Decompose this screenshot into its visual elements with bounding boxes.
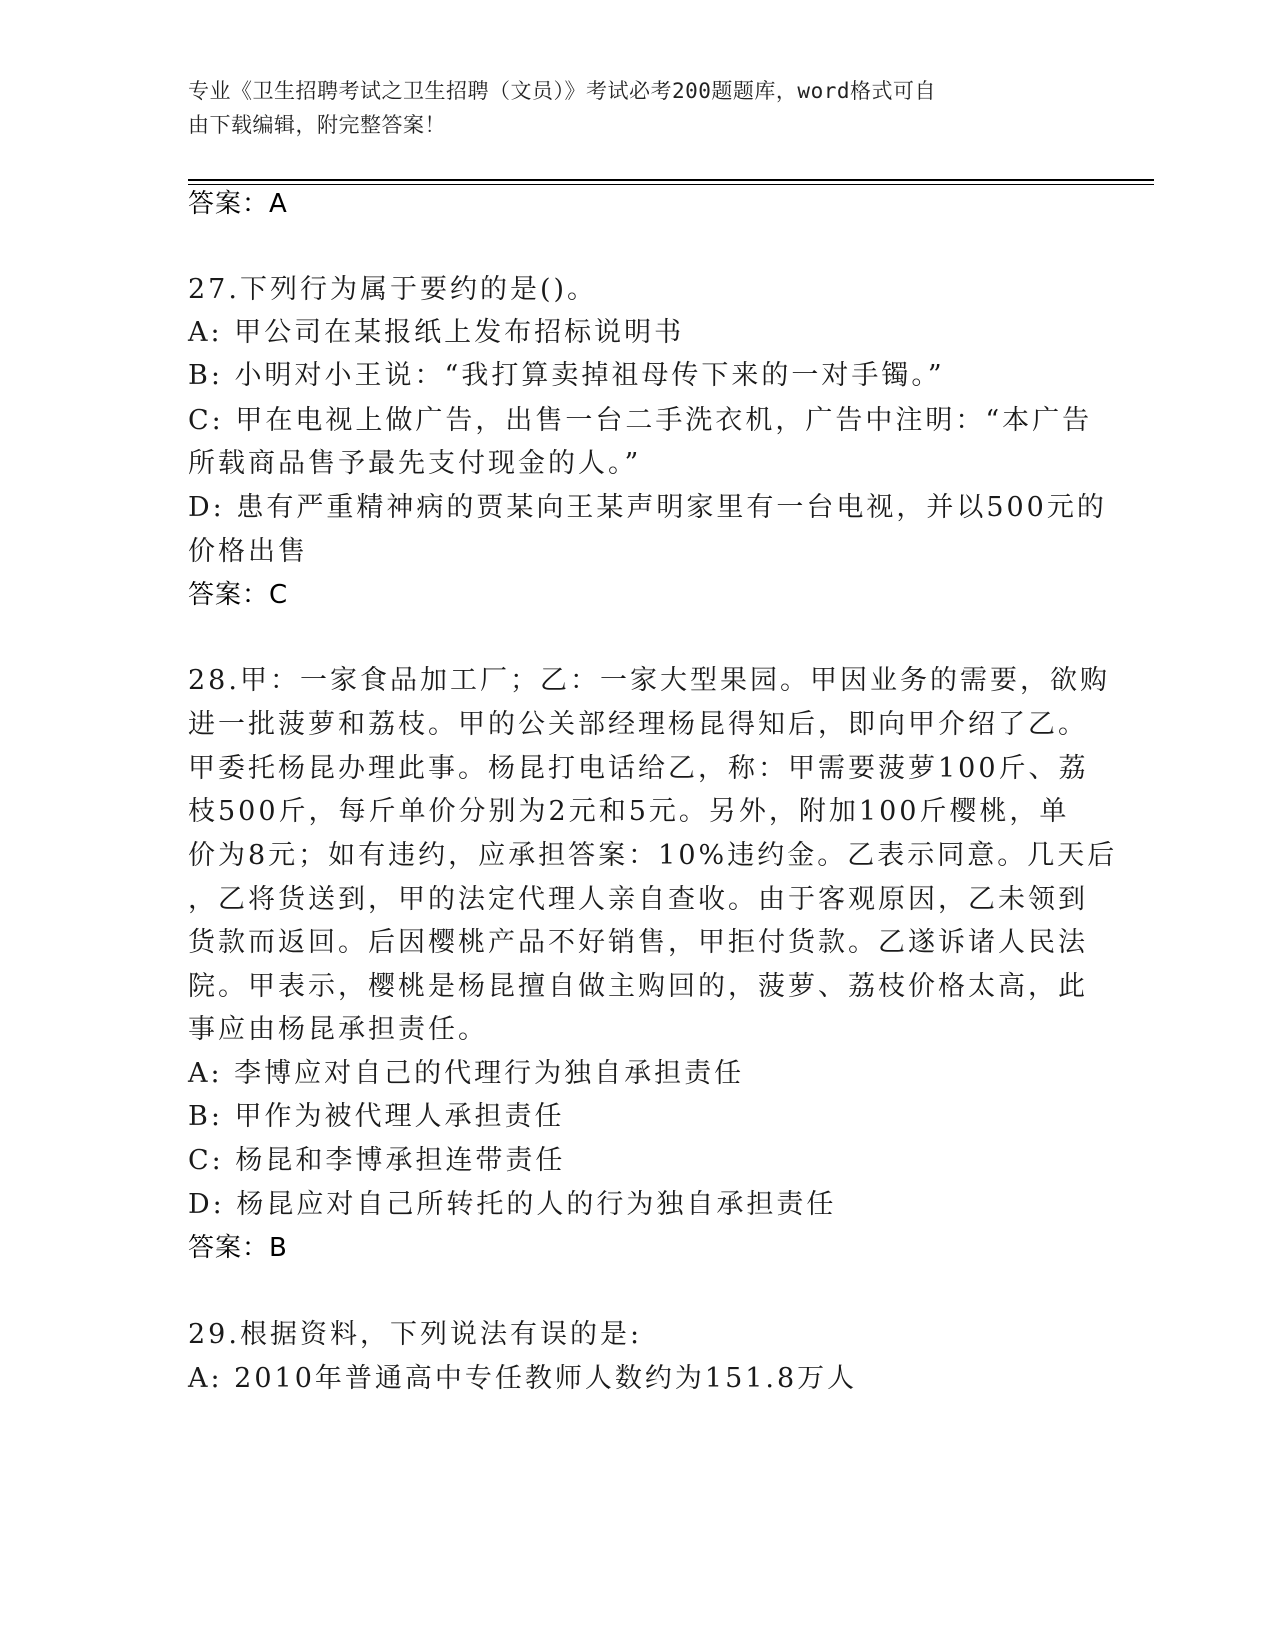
header-divider-thick: [188, 179, 1154, 181]
q27-answer: 答案：C: [188, 580, 289, 610]
q28-stem-line8: 院。甲表示，樱桃是杨昆擅自做主购回的，菠萝、荔枝价格太高，此: [188, 971, 1088, 1002]
q28-stem-line5: 价为8元；如有违约，应承担答案：10%违约金。乙表示同意。几天后: [188, 840, 1118, 871]
q27-option-d-line2: 价格出售: [188, 536, 308, 567]
q27-stem: 27.下列行为属于要约的是()。: [188, 274, 598, 305]
header-divider-thin: [188, 184, 1154, 185]
answer-prev: 答案：A: [188, 189, 288, 219]
q28-stem-line1: 28.甲：一家食品加工厂；乙：一家大型果园。甲因业务的需要，欲购: [188, 665, 1110, 696]
q28-stem-line9: 事应由杨昆承担责任。: [188, 1014, 488, 1045]
q29-stem: 29.根据资料，下列说法有误的是:: [188, 1319, 643, 1350]
document-header: [188, 74, 1068, 142]
header-line-2: 由下载编辑，附完整答案！: [188, 113, 446, 137]
q28-stem-line6: ，乙将货送到，甲的法定代理人亲自查收。由于客观原因，乙未领到: [188, 884, 1088, 915]
q28-stem-line7: 货款而返回。后因樱桃产品不好销售，甲拒付货款。乙遂诉诸人民法: [188, 927, 1088, 958]
q28-stem-line2: 进一批菠萝和荔枝。甲的公关部经理杨昆得知后，即向甲介绍了乙。: [188, 709, 1088, 740]
q28-answer: 答案：B: [188, 1233, 288, 1263]
q28-stem-line4: 枝500斤，每斤单价分别为2元和5元。另外，附加100斤樱桃，单: [188, 796, 1070, 827]
q27-option-b: B: 小明对小王说：“我打算卖掉祖母传下来的一对手镯。”: [188, 360, 945, 391]
q28-option-c: C: 杨昆和李博承担连带责任: [188, 1145, 566, 1176]
q28-option-d: D: 杨昆应对自己所转托的人的行为独自承担责任: [188, 1189, 837, 1220]
q28-option-b: B: 甲作为被代理人承担责任: [188, 1101, 565, 1132]
q28-stem-line3: 甲委托杨昆办理此事。杨昆打电话给乙，称：甲需要菠萝100斤、荔: [188, 753, 1089, 784]
q29-option-a: A: 2010年普通高中专任教师人数约为151.8万人: [188, 1363, 858, 1394]
q27-option-d-line1: D: 患有严重精神病的贾某向王某声明家里有一台电视，并以500元的: [188, 492, 1107, 523]
q27-option-a: A: 甲公司在某报纸上发布招标说明书: [188, 317, 685, 348]
q28-option-a: A: 李博应对自己的代理行为独自承担责任: [188, 1058, 745, 1089]
q27-option-c-line2: 所载商品售予最先支付现金的人。”: [188, 448, 642, 479]
header-line-1: 专业《卫生招聘考试之卫生招聘（文员）》考试必考200题题库，word格式可自: [188, 79, 936, 103]
q27-option-c-line1: C: 甲在电视上做广告，出售一台二手洗衣机，广告中注明：“本广告: [188, 405, 1093, 436]
